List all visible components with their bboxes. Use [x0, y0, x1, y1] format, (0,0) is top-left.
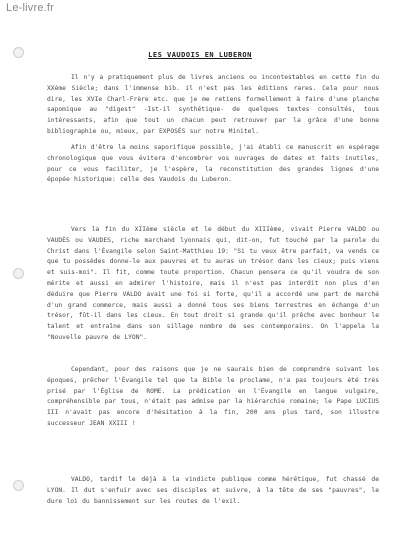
paragraph-5: VALDO, tardif le déjà à la vindicte publique comme hérétique, fut chassé de LYON. Il dut s'enfuir avec ses disciples et suivre, à la tête de ses "pauvres", le dure loi du bannissement sur les routes de l'exil. [47, 476, 379, 505]
paragraph-1: Il n'y a pratiquement plus de livres anciens ou incontestables en cette fin du XXème Siècle; dans l'immense bib. il n'est pas les éditions rares. Cela pour nous dire, les XVIe Charl-Frère etc. que je me retiens formellement à faire d'une planche sapomique au "digest" -Ist-il synthétique- de quelques textes consultés, tous intéressants, afin que tout un chacun peut retrouver par la grâce d'une bonne bibliographie ou, mieux, par EXPOSÉS sur notre Minitel. [47, 74, 379, 135]
paragraph-2: Afin d'être la moins saporifique possible, j'ai établi ce manuscrit en espérage chronologique que vous évitera d'encombrer vos ouvrages de dates et faits inutiles, pour ce vous faciliter, je l'espère, la reconstitution des grandes lignes d'une épopée historique: celle des Vaudois du Luberon. [47, 144, 379, 184]
paragraph-3: Vers la fin du XIIème siècle et le début du XIIIème, vivait Pierre VALDO ou VAUDÈS ou VAUDES, riche marchand lyonnais qui, dit-on, fut touché par la parole du Christ dans l'Évangile selon Saint-Matthieu 19: "Si tu veux être parfait, va vends ce que tu possèdes donne-le aux pauvres et tu auras un trésor dans les cieux; puis viens et suis-moi". Il fit, comme toute proportion. Chacun pensera ce qu'il voudra de son mérite et aussi en admirer l'histoire, mais il n'est pas interdit non plus d'en déduire que Pierre VALDO avait une foi si forte, qu'il a accordé une part de marché d'un grand commerce, mais aussi a donné tous ses biens terrestres en échange d'un trésor, fût-il dans les cieux. En tout droit si grande qu'il prêche avec bonheur le talent et entraîne dans son sillage nombre de ses contemporains. On l'appela la "Nouvelle pauvre de LYON". [47, 226, 379, 341]
document-title: LES VAUDOIS EN LUBERON [148, 51, 252, 59]
paragraph-4: Cependant, pour des raisons que je ne saurais bien de comprendre suivant les époques, prêcher l'Évangile tel que la Bible le proclame, n'a pas toujours été très prisé par l'Église de ROME. La prédication en l'Évangile en langue vulgaire, compréhensible par tous, n'était pas admise par la hiérarchie romaine; le Pape LUCIUS III n'avait pas encore d'hésitation à la fin, 200 ans plus tard, son illustre successeur JEAN XXIII ! [47, 366, 379, 427]
binder-hole-icon [13, 480, 24, 491]
watermark-label: Le-livre.fr [6, 2, 55, 14]
binder-hole-icon [13, 268, 24, 279]
